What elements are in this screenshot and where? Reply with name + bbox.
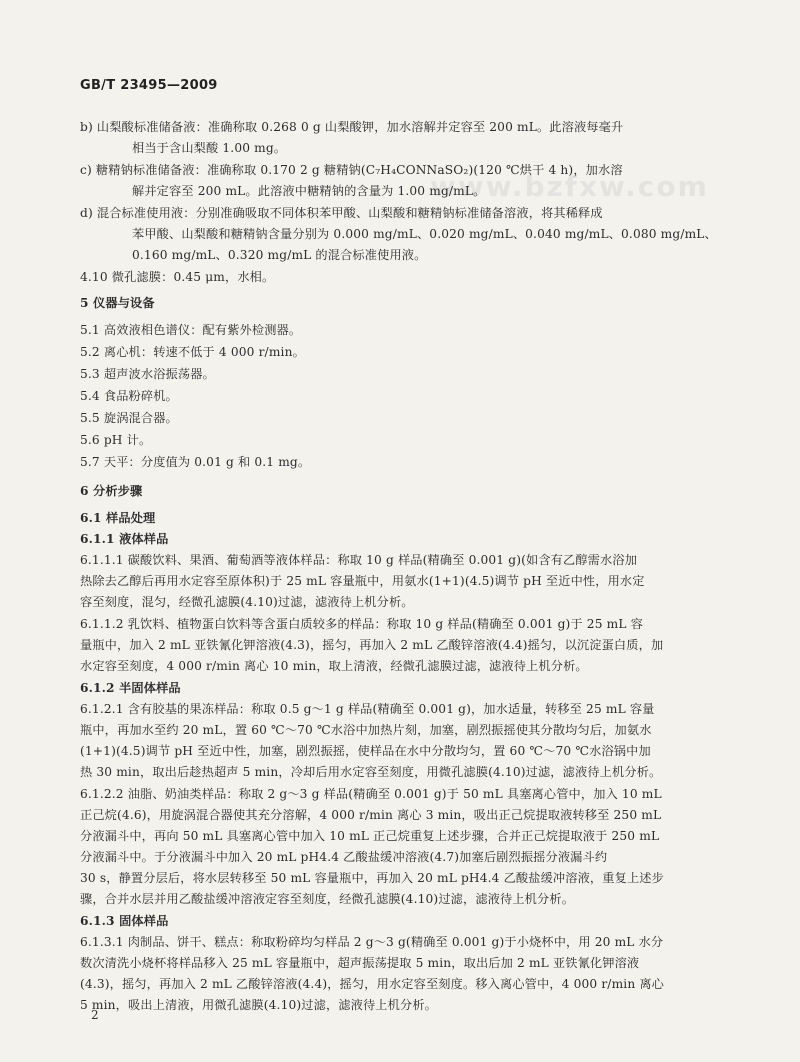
text-line: 水定容至刻度，4 000 r/min 离心 10 min，取上清液，经微孔滤膜过滤，滤液待上机分析。 bbox=[80, 659, 588, 673]
text-line: 5 min，吸出上清液，用微孔滤膜(4.10)过滤，滤液待上机分析。 bbox=[80, 998, 437, 1012]
text-line: 热 30 min，取出后趁热超声 5 min，冷却后用水定容至刻度，用微孔滤膜(4.10)过滤，滤液待上机分析。 bbox=[80, 765, 662, 779]
watermark: www.bzfxw.com bbox=[430, 170, 709, 203]
section-heading: 6 分析步骤 bbox=[80, 484, 143, 498]
text-line: 5.3 超声波水浴振荡器。 bbox=[80, 367, 215, 381]
text-line: b) 山梨酸标准储备液：准确称取 0.268 0 g 山梨酸钾，加水溶解并定容至 200 mL。此溶液每毫升 bbox=[80, 120, 624, 134]
text-line: 骤，合并水层并用乙酸盐缓冲溶液定容至刻度，经微孔滤膜(4.10)过滤，滤液待上机分析。 bbox=[80, 892, 575, 906]
text-line: 4.10 微孔滤膜：0.45 μm，水相。 bbox=[80, 270, 275, 284]
text-line: 5.5 旋涡混合器。 bbox=[80, 411, 178, 425]
text-line: 5.7 天平：分度值为 0.01 g 和 0.1 mg。 bbox=[80, 455, 311, 469]
text-line: 热除去乙醇后再用水定容至原体积)于 25 mL 容量瓶中，用氨水(1+1)(4.5)调节 pH 至近中性，用水定 bbox=[80, 574, 645, 588]
text-line: 5.6 pH 计。 bbox=[80, 433, 152, 447]
page-number: 2 bbox=[91, 1008, 99, 1022]
text-line: 正己烷(4.6)，用旋涡混合器使其充分溶解，4 000 r/min 离心 3 min，吸出正己烷提取液转移至 250 mL bbox=[80, 808, 662, 822]
text-line: 容至刻度，混匀，经微孔滤膜(4.10)过滤，滤液待上机分析。 bbox=[80, 595, 414, 609]
section-heading: 6.1.1 液体样品 bbox=[80, 532, 169, 546]
text-line: 苯甲酸、山梨酸和糖精钠含量分别为 0.000 mg/mL、0.020 mg/mL、0.040 mg/mL、0.080 mg/mL、 bbox=[132, 227, 717, 241]
text-line: 数次清洗小烧杯将样品移入 25 mL 容量瓶中，超声振荡提取 5 min，取出后加 2 mL 亚铁氰化钾溶液 bbox=[80, 956, 640, 970]
text-line: 6.1.2.2 油脂、奶油类样品：称取 2 g～3 g 样品(精确至 0.001 g)于 50 mL 具塞离心管中，加入 10 mL bbox=[80, 787, 662, 801]
text-line: 5.1 高效液相色谱仪：配有紫外检测器。 bbox=[80, 323, 302, 337]
text-line: 6.1.1.1 碳酸饮料、果酒、葡萄酒等液体样品：称取 10 g 样品(精确至 0.001 g)(如含有乙醇需水浴加 bbox=[80, 553, 638, 567]
text-line: 相当于含山梨酸 1.00 mg。 bbox=[132, 141, 287, 155]
text-line: 6.1.2.1 含有胶基的果冻样品：称取 0.5 g～1 g 样品(精确至 0.001 g)，加水适量，转移至 25 mL 容量 bbox=[80, 702, 655, 716]
text-line: 分液漏斗中。于分液漏斗中加入 20 mL pH4.4 乙酸盐缓冲溶液(4.7)加塞后剧烈振摇分液漏斗约 bbox=[80, 850, 608, 864]
text-line: 6.1.3.1 肉制品、饼干、糕点：称取粉碎均匀样品 2 g～3 g(精确至 0.001 g)于小烧杯中，用 20 mL 水分 bbox=[80, 935, 664, 949]
text-line: 5.2 离心机：转速不低于 4 000 r/min。 bbox=[80, 345, 305, 359]
section-heading: 6.1 样品处理 bbox=[80, 511, 156, 525]
text-line: 5.4 食品粉碎机。 bbox=[80, 389, 178, 403]
text-line: 6.1.1.2 乳饮料、植物蛋白饮料等含蛋白质较多的样品：称取 10 g 样品(精确至 0.001 g)于 25 mL 容 bbox=[80, 617, 643, 631]
text-line: 解并定容至 200 mL。此溶液中糖精钠的含量为 1.00 mg/mL。 bbox=[132, 184, 486, 198]
section-heading: 5 仪器与设备 bbox=[80, 296, 155, 310]
section-heading: 6.1.3 固体样品 bbox=[80, 914, 169, 928]
standard-number-header: GB/T 23495—2009 bbox=[80, 78, 218, 93]
text-line: c) 糖精钠标准储备液：准确称取 0.170 2 g 糖精钠(C₇H₄CONNaSO₂)(120 ℃烘干 4 h)，加水溶 bbox=[80, 163, 623, 177]
section-heading: 6.1.2 半固体样品 bbox=[80, 681, 181, 695]
text-line: 分液漏斗中，再向 50 mL 具塞离心管中加入 10 mL 正己烷重复上述步骤，合并正己烷提取液于 250 mL bbox=[80, 829, 660, 843]
text-line: (4.3)，摇匀，再加入 2 mL 乙酸锌溶液(4.4)，摇匀，用水定容至刻度。移入离心管中，4 000 r/min 离心 bbox=[80, 977, 665, 991]
text-line: 30 s，静置分层后，将水层转移至 50 mL 容量瓶中，再加入 20 mL pH4.4 乙酸盐缓冲溶液，重复上述步 bbox=[80, 871, 664, 885]
text-line: 0.160 mg/mL、0.320 mg/mL 的混合标准使用液。 bbox=[132, 248, 427, 262]
text-line: 量瓶中，加入 2 mL 亚铁氰化钾溶液(4.3)，摇匀，再加入 2 mL 乙酸锌溶液(4.4)摇匀，以沉淀蛋白质，加 bbox=[80, 638, 664, 652]
text-line: 瓶中，再加水至约 20 mL，置 60 ℃～70 ℃水浴中加热片刻，加塞，剧烈振摇使其分散均匀后，加氨水 bbox=[80, 723, 652, 737]
text-line: d) 混合标准使用液：分别准确吸取不同体积苯甲酸、山梨酸和糖精钠标准储备溶液，将其稀释成 bbox=[80, 206, 603, 220]
text-line: (1+1)(4.5)调节 pH 至近中性，加塞，剧烈振摇，使样品在水中分散均匀，置 60 ℃～70 ℃水浴锅中加 bbox=[80, 744, 651, 758]
